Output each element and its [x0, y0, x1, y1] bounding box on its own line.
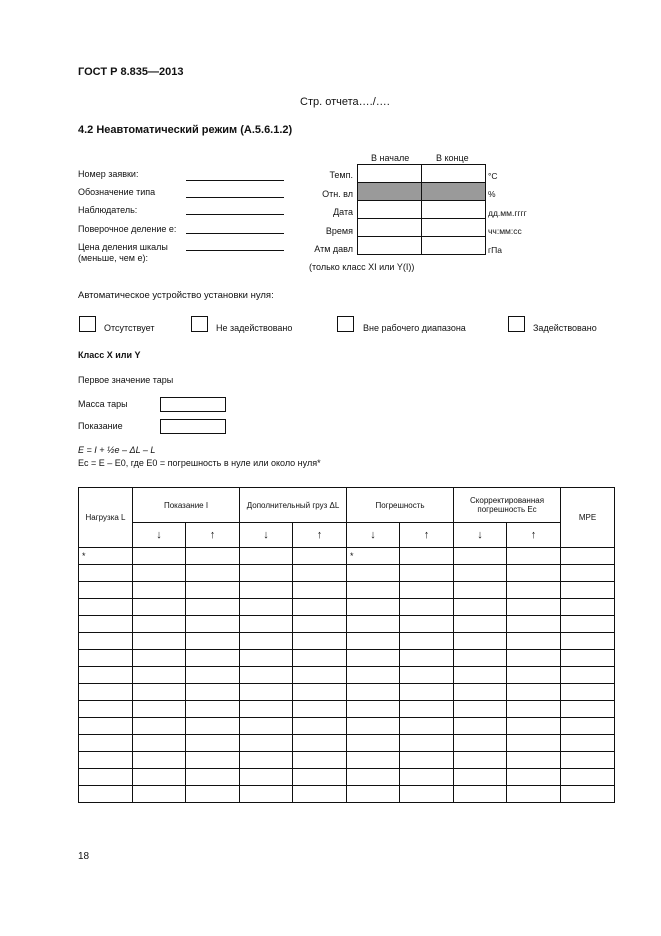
table-cell[interactable]	[240, 718, 293, 735]
table-cell[interactable]	[293, 582, 347, 599]
table-cell[interactable]	[454, 548, 507, 565]
table-cell[interactable]	[507, 599, 561, 616]
table-cell[interactable]	[79, 786, 133, 803]
table-cell[interactable]	[293, 735, 347, 752]
table-cell[interactable]	[293, 616, 347, 633]
cond-row-label: Отн. вл	[322, 189, 353, 199]
document-id: ГОСТ Р 8.835—2013	[78, 66, 184, 78]
table-row	[79, 786, 615, 803]
table-cell[interactable]	[400, 565, 454, 582]
table-cell[interactable]	[400, 718, 454, 735]
table-cell[interactable]	[347, 752, 400, 769]
table-cell[interactable]	[454, 667, 507, 684]
type-designation-label: Обозначение типа	[78, 187, 156, 197]
table-cell[interactable]	[400, 582, 454, 599]
table-cell[interactable]	[561, 582, 615, 599]
table-cell[interactable]	[186, 667, 240, 684]
cond-cell[interactable]	[358, 201, 422, 219]
arrow-up: ↑	[507, 523, 561, 548]
table-cell[interactable]	[561, 701, 615, 718]
cond-row-label: Дата	[333, 207, 353, 217]
cond-cell[interactable]	[422, 201, 486, 219]
table-cell[interactable]	[561, 735, 615, 752]
table-cell[interactable]	[507, 769, 561, 786]
table-cell[interactable]	[454, 565, 507, 582]
table-cell[interactable]	[454, 650, 507, 667]
table-cell[interactable]	[133, 752, 186, 769]
conditions-note: (только класс XI или Y(I))	[309, 262, 415, 272]
table-row	[79, 718, 615, 735]
table-cell[interactable]	[79, 701, 133, 718]
table-cell[interactable]	[133, 616, 186, 633]
option-engaged-label: Задействовано	[533, 323, 597, 333]
header-additional: Дополнительный груз ΔL	[240, 488, 347, 523]
table-cell[interactable]	[347, 565, 400, 582]
table-cell[interactable]	[293, 548, 347, 565]
table-cell[interactable]	[133, 565, 186, 582]
table-cell[interactable]	[240, 752, 293, 769]
tare-mass-field[interactable]	[160, 397, 226, 412]
cond-unit: гПа	[488, 245, 502, 255]
class-title: Класс X или Y	[78, 350, 141, 360]
cond-cell[interactable]	[358, 219, 422, 237]
table-cell[interactable]	[240, 616, 293, 633]
table-cell[interactable]	[454, 633, 507, 650]
table-cell[interactable]	[400, 735, 454, 752]
table-cell[interactable]: *	[347, 548, 400, 565]
table-cell[interactable]	[186, 548, 240, 565]
table-cell[interactable]	[347, 582, 400, 599]
request-no-field[interactable]	[186, 180, 284, 181]
table-cell[interactable]	[347, 718, 400, 735]
table-cell[interactable]	[79, 599, 133, 616]
report-page: Стр. отчета…./….	[300, 96, 390, 108]
table-cell[interactable]	[79, 735, 133, 752]
indication-field[interactable]	[160, 419, 226, 434]
table-cell[interactable]	[454, 684, 507, 701]
table-cell[interactable]	[347, 599, 400, 616]
table-cell[interactable]	[454, 786, 507, 803]
indication-label: Показание	[78, 421, 123, 431]
table-cell[interactable]	[186, 633, 240, 650]
table-cell[interactable]	[79, 582, 133, 599]
table-cell[interactable]	[454, 701, 507, 718]
table-row	[79, 769, 615, 786]
table-cell[interactable]	[293, 701, 347, 718]
option-out-of-range-label: Вне рабочего диапазона	[363, 323, 466, 333]
arrow-down: ↓	[454, 523, 507, 548]
table-cell[interactable]	[507, 565, 561, 582]
table-row	[79, 684, 615, 701]
table-cell[interactable]	[79, 684, 133, 701]
table-cell[interactable]	[561, 752, 615, 769]
table-cell[interactable]	[400, 752, 454, 769]
table-cell[interactable]	[454, 718, 507, 735]
table-cell[interactable]	[347, 667, 400, 684]
cond-unit: °С	[488, 171, 498, 181]
cond-cell-shaded	[422, 183, 486, 201]
table-cell[interactable]	[454, 599, 507, 616]
table-cell[interactable]	[240, 599, 293, 616]
table-cell[interactable]	[454, 769, 507, 786]
scale-division-label: Цена деления шкалы	[78, 242, 168, 252]
checkbox-engaged[interactable]	[508, 316, 525, 332]
table-cell[interactable]	[133, 582, 186, 599]
table-row	[79, 616, 615, 633]
checkbox-out-of-range[interactable]	[337, 316, 354, 332]
table-cell[interactable]	[347, 701, 400, 718]
table-row	[79, 565, 615, 582]
table-cell[interactable]	[293, 752, 347, 769]
table-cell[interactable]	[454, 752, 507, 769]
zero-device-title: Автоматическое устройство установки нуля:	[78, 290, 274, 301]
verification-division-field[interactable]	[186, 233, 284, 234]
table-cell[interactable]	[400, 599, 454, 616]
table-cell[interactable]	[133, 701, 186, 718]
table-cell[interactable]	[186, 599, 240, 616]
table-cell[interactable]	[186, 616, 240, 633]
section-title: 4.2 Неавтоматический режим (А.5.6.1.2)	[78, 124, 293, 136]
table-cell[interactable]	[561, 667, 615, 684]
cond-unit: %	[488, 189, 496, 199]
option-not-engaged-label: Не задействовано	[216, 323, 293, 333]
cond-cell[interactable]	[422, 165, 486, 183]
table-cell[interactable]	[186, 735, 240, 752]
table-cell[interactable]	[400, 701, 454, 718]
table-cell[interactable]	[400, 548, 454, 565]
table-cell[interactable]	[507, 752, 561, 769]
table-cell[interactable]	[240, 786, 293, 803]
table-cell[interactable]	[240, 548, 293, 565]
table-cell[interactable]	[79, 633, 133, 650]
table-row	[79, 735, 615, 752]
table-row	[79, 548, 615, 565]
table-cell[interactable]	[561, 633, 615, 650]
table-cell[interactable]	[186, 701, 240, 718]
table-cell[interactable]	[186, 650, 240, 667]
table-cell[interactable]	[79, 667, 133, 684]
table-cell[interactable]	[293, 565, 347, 582]
cond-cell[interactable]	[422, 237, 486, 255]
table-cell[interactable]	[561, 548, 615, 565]
cond-cell[interactable]	[422, 219, 486, 237]
table-cell[interactable]	[186, 769, 240, 786]
checkbox-absent[interactable]	[79, 316, 96, 332]
table-cell[interactable]	[347, 650, 400, 667]
table-row	[79, 752, 615, 769]
formula-2: Ec = E – E0, где E0 = погрешность в нуле или около нуля*	[78, 458, 321, 468]
table-cell[interactable]	[293, 718, 347, 735]
table-cell[interactable]	[507, 735, 561, 752]
table-cell[interactable]	[186, 582, 240, 599]
table-row	[79, 650, 615, 667]
table-cell[interactable]	[507, 650, 561, 667]
table-cell[interactable]	[400, 667, 454, 684]
table-row	[79, 599, 615, 616]
table-cell[interactable]	[400, 769, 454, 786]
table-cell[interactable]	[561, 786, 615, 803]
table-cell[interactable]	[186, 565, 240, 582]
table-row	[79, 667, 615, 684]
table-cell[interactable]	[561, 616, 615, 633]
table-cell[interactable]	[79, 718, 133, 735]
table-cell[interactable]	[240, 650, 293, 667]
table-cell[interactable]	[347, 616, 400, 633]
arrow-up: ↑	[293, 523, 347, 548]
table-cell[interactable]	[507, 633, 561, 650]
table-cell[interactable]	[561, 650, 615, 667]
cond-unit: чч:мм:сс	[488, 226, 522, 236]
results-table	[78, 487, 615, 803]
table-cell[interactable]	[561, 718, 615, 735]
cond-cell[interactable]	[358, 237, 422, 255]
table-cell[interactable]	[507, 701, 561, 718]
table-cell[interactable]	[79, 616, 133, 633]
table-cell[interactable]	[293, 633, 347, 650]
table-cell[interactable]	[507, 684, 561, 701]
table-cell[interactable]	[400, 786, 454, 803]
table-cell[interactable]	[561, 769, 615, 786]
table-cell[interactable]	[240, 667, 293, 684]
table-cell[interactable]	[240, 582, 293, 599]
table-cell[interactable]	[561, 565, 615, 582]
formula-1: E = I + ½e – ΔL – L	[78, 445, 156, 455]
table-cell[interactable]	[507, 548, 561, 565]
table-cell[interactable]	[400, 633, 454, 650]
page-number: 18	[78, 851, 90, 862]
table-cell[interactable]	[293, 667, 347, 684]
table-row	[79, 701, 615, 718]
arrow-down: ↓	[133, 523, 186, 548]
table-cell[interactable]	[240, 565, 293, 582]
table-cell[interactable]	[293, 599, 347, 616]
table-cell[interactable]	[240, 769, 293, 786]
observer-label: Наблюдатель:	[78, 205, 138, 215]
option-absent-label: Отсутствует	[104, 323, 155, 333]
checkbox-not-engaged[interactable]	[191, 316, 208, 332]
table-cell[interactable]	[400, 684, 454, 701]
header-load: Нагрузка L	[79, 488, 133, 548]
cond-row-label: Темп.	[329, 170, 353, 180]
cond-row-label: Время	[325, 226, 353, 236]
table-cell[interactable]	[240, 684, 293, 701]
table-cell[interactable]	[507, 616, 561, 633]
table-cell[interactable]	[561, 599, 615, 616]
observer-field[interactable]	[186, 214, 284, 215]
cond-row-label: Атм давл	[314, 244, 353, 254]
table-cell[interactable]	[186, 752, 240, 769]
table-cell[interactable]	[293, 650, 347, 667]
cond-cell[interactable]	[358, 165, 422, 183]
table-cell[interactable]	[133, 718, 186, 735]
table-cell[interactable]	[347, 786, 400, 803]
conditions-table	[357, 164, 486, 255]
header-mpe: МРЕ	[561, 488, 615, 548]
request-no-label: Номер заявки:	[78, 169, 139, 179]
type-designation-field[interactable]	[186, 197, 284, 198]
table-cell[interactable]	[400, 616, 454, 633]
table-cell[interactable]	[347, 684, 400, 701]
header-indication: Показание I	[133, 488, 240, 523]
table-cell[interactable]	[79, 752, 133, 769]
table-cell[interactable]	[507, 786, 561, 803]
table-cell[interactable]	[507, 667, 561, 684]
cond-unit: дд.мм.гггг	[488, 208, 527, 218]
table-cell[interactable]	[133, 786, 186, 803]
table-cell[interactable]	[186, 684, 240, 701]
table-cell[interactable]	[240, 701, 293, 718]
table-cell[interactable]	[454, 616, 507, 633]
header-corrected: Скорректированная погрешность Ec	[454, 488, 561, 523]
scale-division-field[interactable]	[186, 250, 284, 251]
table-cell[interactable]	[186, 718, 240, 735]
table-cell[interactable]	[133, 684, 186, 701]
table-cell[interactable]	[347, 633, 400, 650]
table-cell[interactable]	[133, 633, 186, 650]
table-cell[interactable]	[561, 684, 615, 701]
table-cell[interactable]	[347, 735, 400, 752]
arrow-up: ↑	[186, 523, 240, 548]
table-cell[interactable]: *	[79, 548, 133, 565]
table-cell[interactable]	[454, 735, 507, 752]
table-cell[interactable]	[133, 599, 186, 616]
table-cell[interactable]	[507, 718, 561, 735]
table-cell[interactable]	[400, 650, 454, 667]
table-cell[interactable]	[507, 582, 561, 599]
verification-division-label: Поверочное деление е:	[78, 224, 177, 234]
table-cell[interactable]	[240, 633, 293, 650]
table-cell[interactable]	[293, 684, 347, 701]
table-row	[79, 582, 615, 599]
tare-mass-label: Масса тары	[78, 399, 128, 409]
table-cell[interactable]	[293, 786, 347, 803]
arrow-down: ↓	[347, 523, 400, 548]
table-cell[interactable]	[186, 786, 240, 803]
table-cell[interactable]	[79, 650, 133, 667]
table-cell[interactable]	[133, 735, 186, 752]
table-cell[interactable]	[454, 582, 507, 599]
arrow-down: ↓	[240, 523, 293, 548]
cond-cell-shaded	[358, 183, 422, 201]
table-row	[79, 633, 615, 650]
table-cell[interactable]	[240, 735, 293, 752]
table-cell[interactable]	[133, 769, 186, 786]
arrow-up: ↑	[400, 523, 454, 548]
table-cell[interactable]	[133, 667, 186, 684]
table-cell[interactable]	[133, 548, 186, 565]
header-error: Погрешность	[347, 488, 454, 523]
first-tare-label: Первое значение тары	[78, 375, 174, 385]
cond-col-end: В конце	[436, 153, 469, 163]
table-cell[interactable]	[133, 650, 186, 667]
table-cell[interactable]	[79, 565, 133, 582]
table-cell[interactable]	[347, 769, 400, 786]
table-cell[interactable]	[79, 769, 133, 786]
table-cell[interactable]	[293, 769, 347, 786]
cond-col-start: В начале	[371, 153, 410, 163]
scale-division-label-2: (меньше, чем е):	[78, 253, 148, 263]
